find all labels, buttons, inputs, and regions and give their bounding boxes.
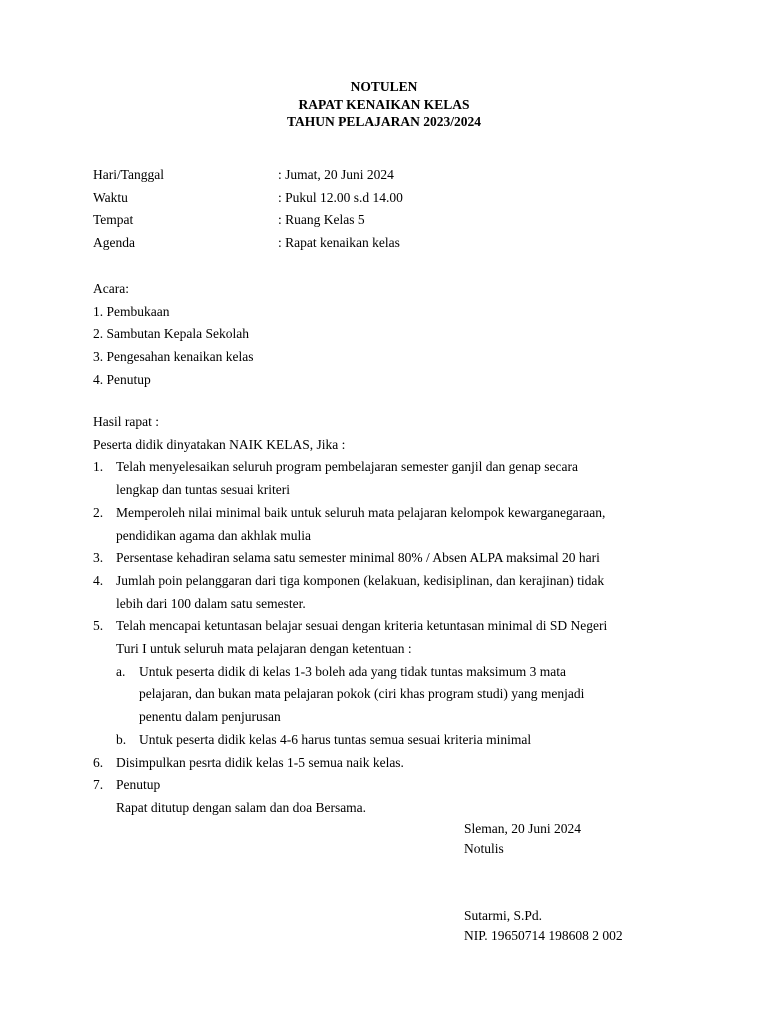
acara-item: 4. Penutup xyxy=(93,371,151,387)
list-marker: 2. xyxy=(93,504,104,520)
sub-list-line: Untuk peserta didik kelas 4-6 harus tuntas semua sesuai kriteria minimal xyxy=(139,731,532,747)
list-marker: 5. xyxy=(93,618,104,634)
list-marker: 6. xyxy=(93,754,104,770)
list-line: Jumlah poin pelanggaran dari tiga komponen (kelakuan, kedisiplinan, dan kerajinan) tidak xyxy=(116,572,605,588)
list-marker: 7. xyxy=(93,777,104,793)
info-row-agenda xyxy=(93,232,693,255)
sub-list xyxy=(116,661,693,752)
list-item xyxy=(93,547,693,570)
sub-list-marker: a. xyxy=(116,663,126,679)
hasil-heading: Hasil rapat : xyxy=(93,414,159,429)
info-value: : Pukul 12.00 s.d 14.00 xyxy=(278,189,403,205)
list-marker: 4. xyxy=(93,572,104,588)
signature-role: Notulis xyxy=(464,841,504,856)
acara-item: 3. Pengesahan kenaikan kelas xyxy=(93,349,254,365)
list-line: lebih dari 100 dalam satu semester. xyxy=(116,595,306,611)
list-item xyxy=(93,615,693,751)
hasil-intro: Peserta didik dinyatakan NAIK KELAS, Jika : xyxy=(93,436,346,452)
list-item xyxy=(93,774,693,797)
info-row-date xyxy=(93,164,693,187)
sub-list-line: Untuk peserta didik di kelas 1-3 boleh ada yang tidak tuntas maksimum 3 mata xyxy=(139,663,567,679)
acara-item: 2. Sambutan Kepala Sekolah xyxy=(93,326,249,342)
list-line: Penutup xyxy=(116,777,161,793)
acara-heading: Acara: xyxy=(93,281,129,296)
document-title xyxy=(0,78,768,131)
list-line: lengkap dan tuntas sesuai kriteri xyxy=(116,482,290,498)
info-label: Waktu xyxy=(93,189,128,205)
title-line-1: NOTULEN xyxy=(350,79,418,94)
list-line: Turi I untuk seluruh mata pelajaran dengan ketentuan : xyxy=(116,641,412,657)
list-line: Telah mencapai ketuntasan belajar sesuai dengan kriteria ketuntasan minimal di SD Negeri xyxy=(116,618,608,634)
title-line-2: RAPAT KENAIKAN KELAS xyxy=(298,96,470,112)
list-item xyxy=(93,570,693,615)
meeting-info xyxy=(93,164,693,255)
list-item xyxy=(93,752,693,775)
info-label: Tempat xyxy=(93,212,134,228)
signature-name: Sutarmi, S.Pd. xyxy=(464,908,543,923)
info-value: : Jumat, 20 Juni 2024 xyxy=(278,167,394,182)
title-line-3: TAHUN PELAJARAN 2023/2024 xyxy=(286,114,481,129)
info-row-place xyxy=(93,209,693,232)
hasil-section xyxy=(93,411,693,820)
info-row-time xyxy=(93,187,693,210)
list-marker: 3. xyxy=(93,550,104,566)
list-line: pendidikan agama dan akhlak mulia xyxy=(116,527,311,543)
sub-list-line: penentu dalam penjurusan xyxy=(139,709,281,725)
info-value: : Ruang Kelas 5 xyxy=(278,212,365,228)
list-line: Disimpulkan pesrta didik kelas 1-5 semua naik kelas. xyxy=(116,754,404,770)
list-marker: 1. xyxy=(93,459,104,475)
closing-text: Rapat ditutup dengan salam dan doa Bersama. xyxy=(116,799,367,815)
sub-list-marker: b. xyxy=(116,731,127,747)
list-item xyxy=(93,456,693,501)
signature-space xyxy=(464,859,623,906)
list-line: Persentase kehadiran selama satu semester minimal 80% / Absen ALPA maksimal 20 hari xyxy=(116,550,600,566)
list-line: Memperoleh nilai minimal baik untuk seluruh mata pelajaran kelompok kewarganegaraan, xyxy=(116,504,606,520)
signature-nip: NIP. 19650714 198608 2 002 xyxy=(464,928,623,943)
list-item xyxy=(93,502,693,547)
acara-item: 1. Pembukaan xyxy=(93,303,170,319)
signature-place-date: Sleman, 20 Juni 2024 xyxy=(464,821,581,836)
info-label: Hari/Tanggal xyxy=(93,167,165,182)
list-line: Telah menyelesaikan seluruh program pembelajaran semester ganjil dan genap secara xyxy=(116,459,578,475)
sub-list-item xyxy=(116,729,693,752)
info-label: Agenda xyxy=(93,235,135,251)
acara-section xyxy=(93,278,693,392)
info-value: : Rapat kenaikan kelas xyxy=(278,235,400,251)
signature-block xyxy=(464,819,623,946)
sub-list-item xyxy=(116,661,693,729)
sub-list-line: pelajaran, dan bukan mata pelajaran pokok (ciri khas program studi) yang menjadi xyxy=(139,686,585,702)
